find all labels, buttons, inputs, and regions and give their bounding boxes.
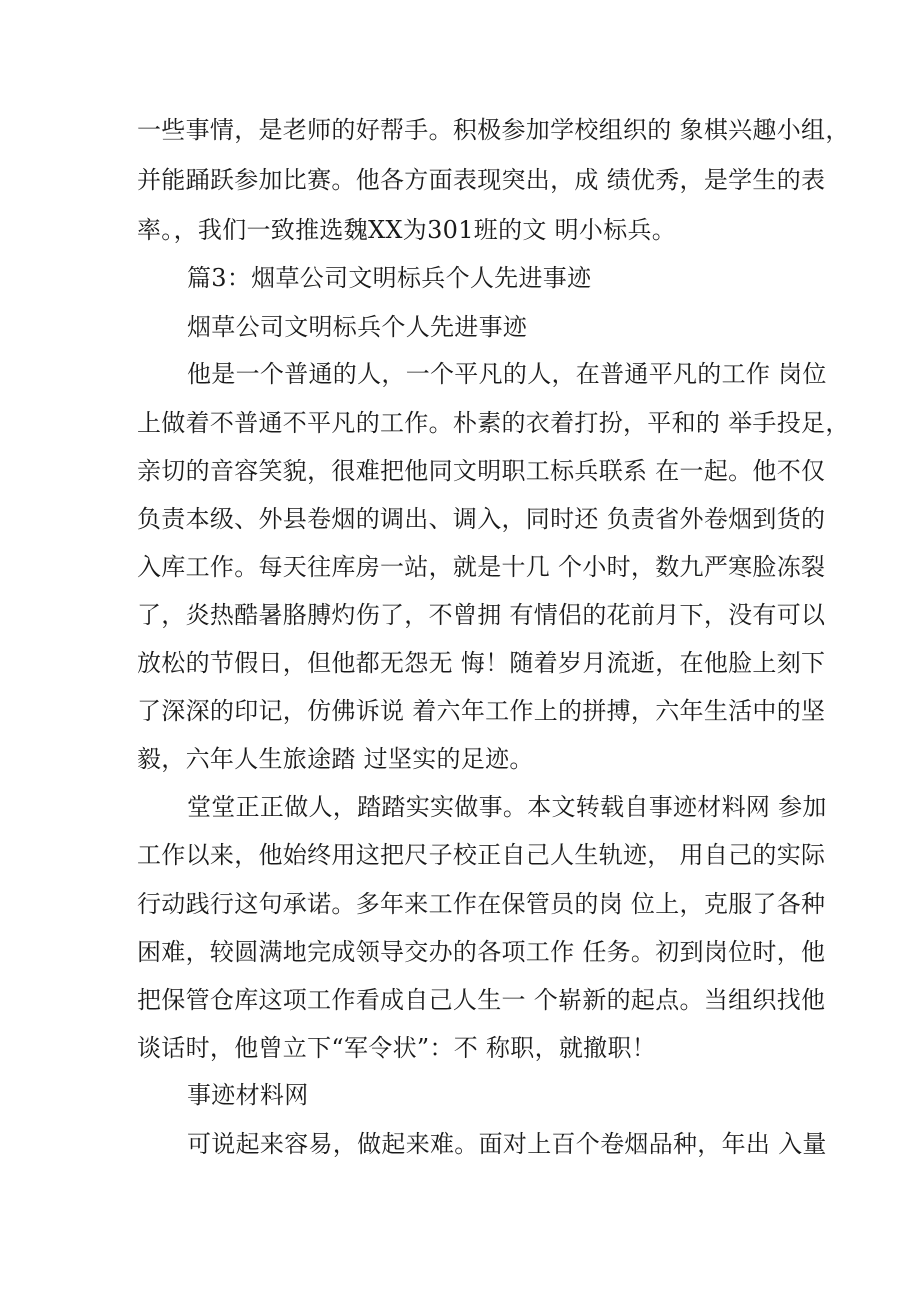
text-line: 毅，六年人生旅途踏 过坚实的足迹。 <box>137 745 534 773</box>
text-line: 率。，我们一致推选魏XX为301班的文 明小标兵。 <box>137 216 677 244</box>
text-line: 谈话时，他曾立下“军令状”：不 称职，就撤职！ <box>137 1034 657 1062</box>
text-line: 亲切的音容笑貌，很难把他同文明职工标兵联系 在一起。他不仅 <box>137 457 826 485</box>
text-line: 他是一个普通的人，一个平凡的人，在普通平凡的工作 岗位 <box>187 360 827 388</box>
text-line: 负责本级、外县卷烟的调出、调入，同时还 负责省外卷烟到货的 <box>137 505 826 533</box>
text-line: 了深深的印记，仿佛诉说 着六年工作上的拼搏，六年生活中的坚 <box>137 697 826 725</box>
text-line: 上做着不普通不平凡的工作。朴素的衣着打扮，平和的 举手投足， <box>137 409 850 437</box>
text-line: 困难，较圆满地完成领导交办的各项工作 任务。初到岗位时，他 <box>137 938 826 966</box>
text-line: 行动践行这句承诺。多年来工作在保管员的岗 位上，克服了各种 <box>137 890 826 918</box>
text-line: 入库工作。每天往库房一站，就是十几 个小时，数九严寒脸冻裂 <box>137 553 826 581</box>
text-line: 事迹材料网 <box>187 1081 309 1109</box>
text-line: 放松的节假日，但他都无怨无 悔！随着岁月流逝，在他脸上刻下 <box>137 649 826 677</box>
text-line: 工作以来，他始终用这把尺子校正自己人生轨迹， 用自己的实际 <box>137 841 826 869</box>
text-line: 堂堂正正做人，踏踏实实做事。本文转载自事迹材料网 参加 <box>187 793 827 821</box>
text-line: 了，炎热酷暑胳膊灼伤了，不曾拥 有情侣的花前月下，没有可以 <box>137 601 826 629</box>
text-line: 一些事情，是老师的好帮手。积极参加学校组织的 象棋兴趣小组， <box>137 116 850 144</box>
text-line: 可说起来容易，做起来难。面对上百个卷烟品种，年出 入量 <box>187 1130 827 1158</box>
text-line: 并能踊跃参加比赛。他各方面表现突出，成 绩优秀，是学生的表 <box>137 166 826 194</box>
section-heading: 篇3：烟草公司文明标兵个人先进事迹 <box>187 264 592 292</box>
article-title: 烟草公司文明标兵个人先进事迹 <box>187 313 528 341</box>
text-line: 把保管仓库这项工作看成自己人生一 个崭新的起点。当组织找他 <box>137 986 826 1014</box>
